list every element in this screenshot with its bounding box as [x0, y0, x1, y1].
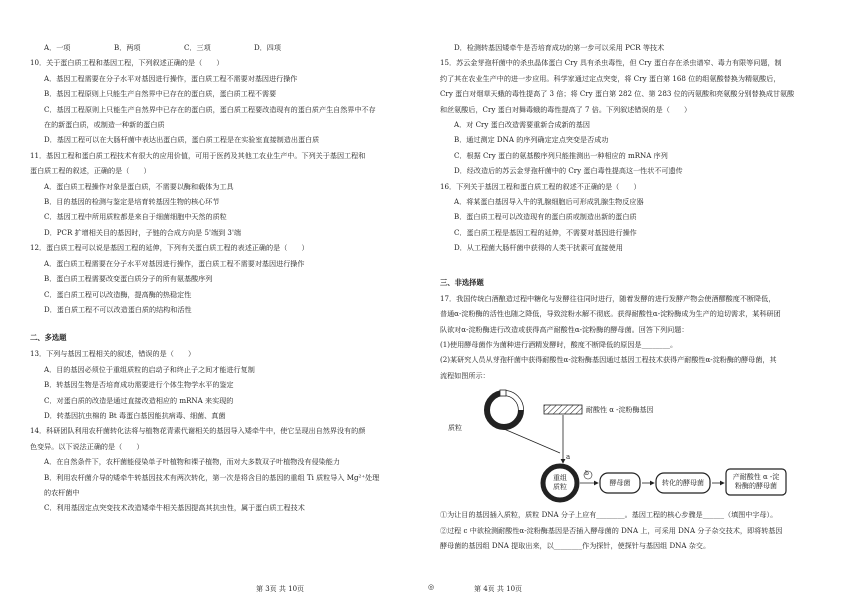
question-text-line: 色变异。以下说法正确的是（ ）	[30, 441, 144, 451]
transformed-yeast-label: 转化的酵母菌	[662, 479, 704, 488]
answer-option-line: B．通过测定 DNA 的序列确定定点突变是否成功	[454, 135, 609, 145]
gene-engineering-flow-diagram	[448, 383, 788, 507]
q9-option-d: D．四项	[254, 43, 281, 52]
answer-option-line: D．转基因抗虫棉的 Bt 毒蛋白基因能抗病毒、细菌、真菌	[44, 410, 226, 420]
answer-option-line: C．对蛋白质的改造是通过直接改造相应的 mRNA 来实现的	[44, 395, 234, 405]
yeast-label: 酵母菌	[609, 479, 631, 488]
question-text-line: 17．我国传统白酒酿造过程中糖化与发酵往往同时进行，随着发酵的进行发酵产物会使酒醪酸度不断降低，	[440, 293, 776, 303]
answer-option-line: C．基因工程中所用质粒都是来自于细菌细胞中天然的质粒	[44, 212, 227, 222]
answer-option-line: C．利用基因定点突变技术改造矮牵牛相关基因提高其抗虫性，属于蛋白质工程技术	[44, 503, 305, 513]
step-b-label: b	[585, 470, 589, 478]
answer-option-line: A．基因工程需要在分子水平对基因进行操作，蛋白质工程不需要对基因进行操作	[44, 73, 298, 83]
section-heading-non-choice: 三、非选择题	[440, 277, 484, 287]
right-questions-14-16	[440, 40, 822, 256]
question-text-line: (1)使用酵母菌作为菌种进行酒精发酵时，酸度不断降低的原因是________。	[440, 339, 678, 349]
footer-page-4: 第 4页 共 10页	[474, 585, 523, 593]
question-text-line: 12．蛋白质工程可以说是基因工程的延伸，下列有关蛋白质工程的表述正确的是（ ）	[30, 243, 309, 253]
question-text-line: 流程如图所示：	[440, 370, 490, 380]
answer-option-line: D．经改造后的苏云金芽孢杆菌中的 Cry 蛋白毒性提高这一性状不可遗传	[454, 166, 683, 176]
answer-option-line: A．目的基因必须位于重组质粒的启动子和终止子之间才能进行复制	[44, 364, 255, 374]
q9-option-b: B．两项	[114, 43, 141, 52]
answer-option-line: A．蛋白质工程操作对象是蛋白质，不需要以酶和载体为工具	[44, 181, 234, 191]
question-text-line: 16．下列关于基因工程和蛋白质工程的叙述不正确的是（ ）	[440, 181, 641, 191]
right-column	[440, 40, 822, 553]
answer-option-line: C．蛋白质工程是基因工程的延伸，不需要对基因进行操作	[454, 227, 637, 237]
q9-option-c: C．三项	[184, 43, 211, 52]
answer-option-line: D．从工程菌大肠杆菌中获得的人类干扰素可直接使用	[454, 243, 623, 253]
question-text-line: (2)某研究人员从芽孢杆菌中获得耐酸性α-淀粉酶基因通过基因工程技术获得产耐酸性α-淀粉酶的酵母菌，其	[440, 355, 777, 365]
answer-option-line: D．PCR 扩增相关目的基因时，子链的合成方向是 5'端到 3'端	[44, 227, 241, 237]
question-text-line: ②过程 c 中欲检测耐酸性α-淀粉酶基因是否插入酵母菌的 DNA 上，可采用 DNA 分子杂交技术，即将转基因	[440, 525, 783, 535]
product-line-1: 产耐酸性 α -淀	[732, 473, 780, 482]
step-a-label: a	[566, 453, 571, 462]
recombinant-plasmid-label	[548, 474, 572, 492]
plasmid-label: 质粒	[448, 424, 462, 433]
left-column	[30, 40, 412, 516]
question-text-line: Cry 蛋白对烟草天蛾的毒性提高了 3 倍；将 Cry 蛋白第 282 位、第 283 位的丙氨酸和亮氨酸分别替换成甘氨酸	[440, 89, 795, 99]
answer-option-line: C．蛋白质工程可以改造酶，提高酶的热稳定性	[44, 289, 192, 299]
right-question-17-subparts	[440, 507, 822, 553]
answer-option-line: D．蛋白质工程不可以改造蛋白质的结构和活性	[44, 304, 192, 314]
answer-option-line: C．基因工程原则上只能生产自然界中已存在的蛋白质，蛋白质工程要改造现有的蛋白质产生自然界中不存	[44, 104, 376, 114]
question-text-line: 队欲对α-淀粉酶进行改造或获得高产耐酸性α-淀粉酶的酵母菌。回答下列问题：	[440, 324, 689, 334]
question-text-line: 13．下列与基因工程相关的叙述，错误的是（ ）	[30, 349, 196, 359]
recombinant-line-1: 重组	[553, 474, 567, 483]
recombinant-line-2: 质粒	[553, 483, 567, 492]
question-text-line: 蛋白质工程的叙述，正确的是（ ）	[30, 166, 151, 176]
answer-option-line: B．蛋白质工程可以改造现有的蛋白质或制造出新的蛋白质	[454, 212, 637, 222]
product-line-2: 粉酶的酵母菌	[735, 482, 777, 491]
answer-option-line: B．目的基因的检测与鉴定是培育转基因生物的核心环节	[44, 197, 220, 207]
question-text-line: ①为让目的基因插入质粒，质粒 DNA 分子上应有________。基因工程的核心步骤是______（填图中字母）。	[440, 510, 778, 520]
q9-option-a: A．一项	[44, 43, 71, 52]
left-questions-13-14	[30, 346, 412, 515]
question-text-line: 14．科研团队利用农杆菌转化法将与植物花青素代谢相关的基因导入矮牵牛中，使它呈现出自然界没有的颜	[30, 426, 366, 436]
gene-bar	[544, 405, 582, 414]
answer-option-line: B．利用农杆菌介导的矮牵牛转基因技术有两次转化，第一次是将含目的基因的重组 Ti 质粒导入 Mg²⁺处理	[44, 472, 380, 482]
answer-option-line: 在的新蛋白质，或制造一种新的蛋白质	[44, 120, 165, 130]
answer-option-line: D．基因工程可以在大肠杆菌中表达出蛋白质，蛋白质工程是在实验室直接制造出蛋白质	[44, 135, 320, 145]
answer-option-line: 的农杆菌中	[44, 487, 80, 497]
plasmid-site	[500, 390, 506, 396]
answer-option-line: C．根据 Cry 蛋白的氨基酸序列只能推测出一种相应的 mRNA 序列	[454, 150, 668, 160]
question-text-line: 普通α-淀粉酶的活性也随之降低，导致淀粉水解不彻底。获得耐酸性α-淀粉酶成为生产的迫切需求，某科研团	[440, 309, 781, 319]
answer-option-line: A．在自然条件下，农杆菌能侵染单子叶植物和裸子植物，而对大多数双子叶植物没有侵染能力	[44, 457, 340, 467]
answer-option-line: B．蛋白质工程需要改变蛋白质分子的所有氨基酸序列	[44, 274, 213, 284]
answer-option-line: A．蛋白质工程需要在分子水平对基因进行操作，蛋白质工程不需要对基因进行操作	[44, 258, 305, 268]
plasmid-arrow-line	[504, 429, 560, 453]
right-question-17	[440, 291, 822, 383]
gene-label: 耐酸性 α -淀粉酶基因	[586, 406, 654, 415]
answer-option-line: A．将某蛋白基因导入牛的乳腺细胞后可形成乳腺生物反应器	[454, 197, 644, 207]
question-text-line: 11．基因工程和蛋白质工程技术有很大的应用价值，可用于医药及其他工农业生产中。下列关于基因工程和	[30, 150, 366, 160]
question-text-line: 和丝氨酸后，Cry 蛋白对舞毒蛾的毒性提高了 7 倍。下列叙述错误的是（ ）	[440, 104, 692, 114]
answer-option-line: B．转基因生物是否培育成功需要进行个体生物学水平的鉴定	[44, 380, 234, 390]
product-label	[726, 473, 786, 491]
answer-option-line: B．基因工程原则上只能生产自然界中已存在的蛋白质，蛋白质工程不需要	[44, 89, 277, 99]
question-text-line: 10．关于蛋白质工程和基因工程，下列叙述正确的是（ ）	[30, 58, 224, 68]
question-text-line: 15．苏云金芽孢杆菌中的杀虫晶体蛋白 Cry 具有杀虫毒性，但 Cry 蛋白存在杀虫谱窄、毒力有限等问题，制	[440, 58, 782, 68]
question-text-line: 酵母菌的基因组 DNA 提取出来，以________作为探针，使探针与基因组 DNA 杂交。	[440, 540, 711, 550]
left-questions-10-12	[30, 55, 412, 317]
answer-option-line: D．检测转基因矮牵牛是否培育成功的第一步可以采用 PCR 等技术	[454, 43, 665, 52]
question-text-line: 约了其在农业生产中的进一步应用。科学家通过定点突变，将 Cry 蛋白第 168 位的组氨酸替换为精氨酸后，	[440, 73, 781, 83]
footer-page-3: 第 3页 共 10页	[256, 585, 305, 593]
answer-option-line: A．对 Cry 蛋白改造需要重新合成新的基因	[454, 120, 590, 130]
section-heading-multiple-choice: 二、多选题	[30, 333, 67, 343]
q9-options	[30, 40, 412, 55]
center-binding-mark: ◎	[428, 583, 435, 591]
